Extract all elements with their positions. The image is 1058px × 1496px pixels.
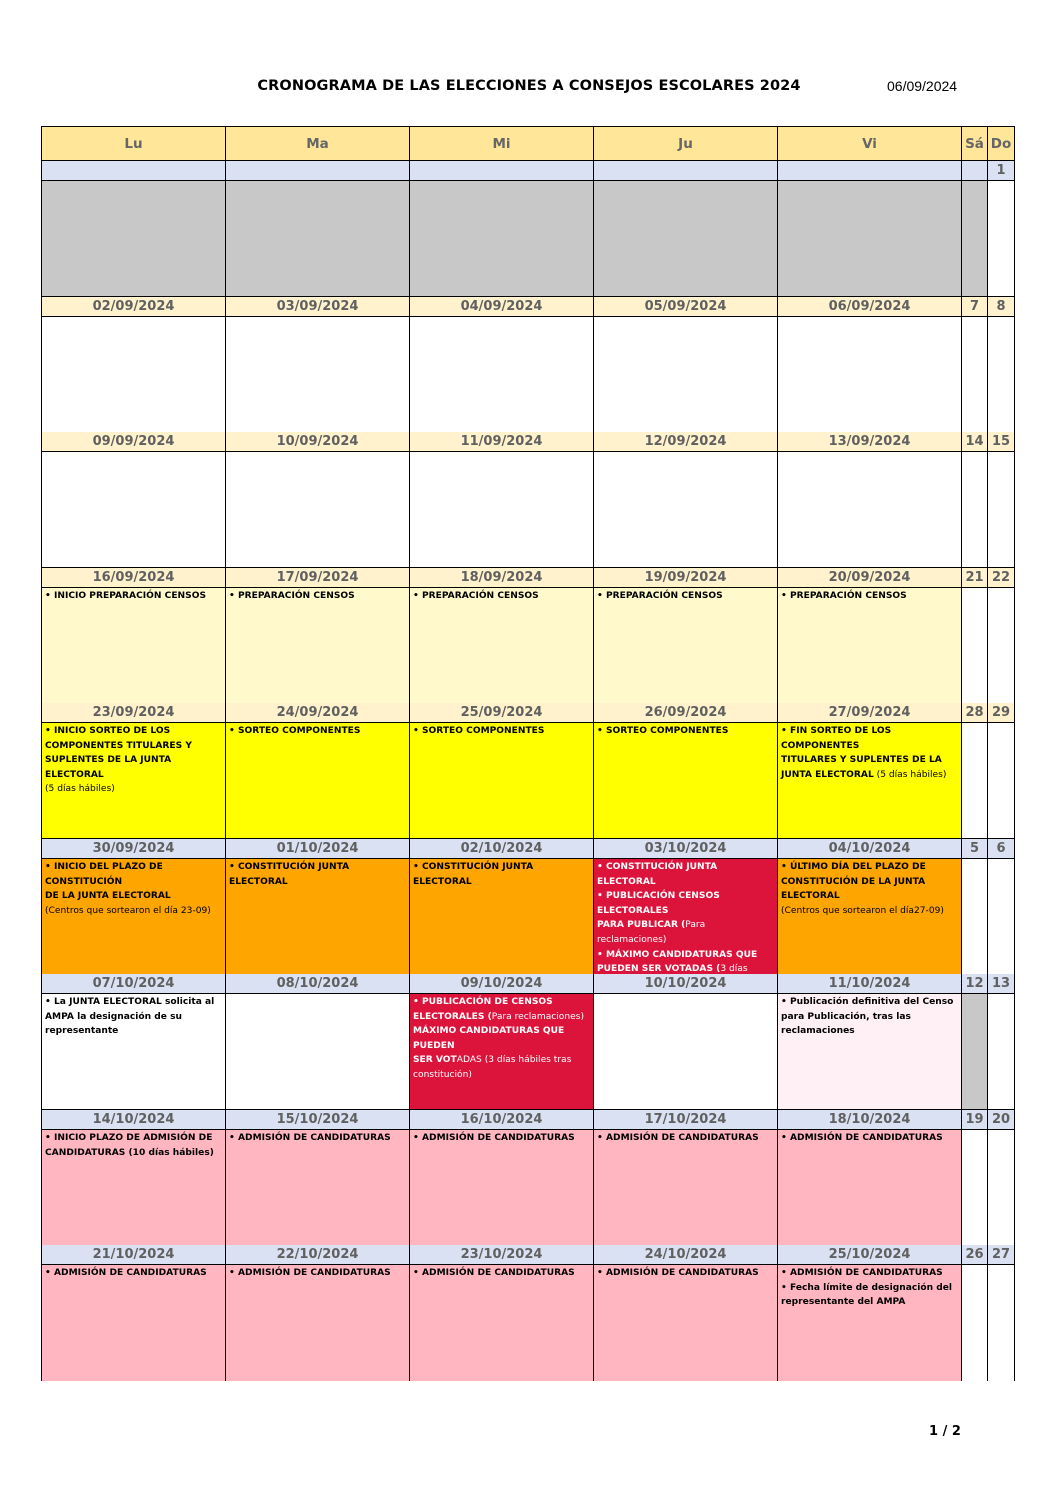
day-cell[interactable] (962, 588, 988, 704)
day-cell[interactable] (778, 723, 962, 839)
date-header: 30/09/2024 (42, 839, 226, 859)
event-entry (229, 1266, 407, 1281)
event-note: (5 días hábiles) (873, 769, 947, 780)
event-entry (781, 589, 959, 604)
day-cell[interactable] (42, 588, 226, 704)
day-cell[interactable] (594, 994, 778, 1110)
day-cell[interactable] (226, 994, 410, 1110)
date-header: 7 (962, 297, 988, 317)
date-header: 16/09/2024 (42, 568, 226, 588)
event-text: • PREPARACIÓN CENSOS (781, 591, 907, 601)
page-title: CRONOGRAMA DE LAS ELECCIONES A CONSEJOS ESCOLARES 2024 (257, 78, 801, 94)
event-text: • PREPARACIÓN CENSOS (413, 591, 539, 601)
date-header (410, 161, 594, 181)
day-cell[interactable] (594, 452, 778, 568)
event-text: • MÁXIMO CANDIDATURAS QUE PUEDEN SER VOTADAS ( (597, 949, 758, 975)
day-cell[interactable] (778, 317, 962, 433)
date-header: 02/10/2024 (410, 839, 594, 859)
date-header: 14/10/2024 (42, 1110, 226, 1130)
event-entry (597, 589, 775, 604)
date-header: 15/10/2024 (226, 1110, 410, 1130)
event-text: (Centros que sortearon el día 23-09) (45, 905, 211, 916)
day-cell[interactable] (410, 723, 594, 839)
day-cell[interactable] (226, 1130, 410, 1246)
event-text: • ADMISIÓN DE CANDIDATURAS (781, 1133, 943, 1143)
day-cell[interactable] (410, 1265, 594, 1381)
event-text: • CONSTITUCIÓN JUNTA ELECTORAL (413, 862, 534, 887)
day-cell[interactable] (988, 1130, 1014, 1246)
day-cell[interactable] (594, 1130, 778, 1246)
date-header: 17/09/2024 (226, 568, 410, 588)
date-header: 09/10/2024 (410, 974, 594, 994)
day-cell[interactable] (962, 723, 988, 839)
weekday-header: Do (988, 127, 1014, 161)
date-header: 04/10/2024 (778, 839, 962, 859)
date-header (594, 161, 778, 181)
day-cell[interactable] (410, 317, 594, 433)
event-text: • ÚLTIMO DÍA DEL PLAZO DE CONSTITUCIÓN DE LA JUNTA ELECTORAL (781, 862, 926, 902)
day-cell[interactable] (410, 452, 594, 568)
day-cell[interactable] (410, 181, 594, 297)
date-header: 12 (962, 974, 988, 994)
event-entry (413, 860, 591, 889)
day-cell[interactable] (226, 181, 410, 297)
weekday-header: Ju (594, 127, 778, 161)
event-note: Para reclamaciones) (597, 920, 706, 945)
event-entry (781, 1131, 959, 1146)
weekday-header: Vi (778, 127, 962, 161)
day-cell[interactable] (594, 1265, 778, 1381)
day-cell[interactable] (962, 181, 988, 297)
event-entry (229, 1131, 407, 1146)
event-entry (45, 1131, 223, 1160)
event-entry (597, 889, 775, 947)
date-header: 21/10/2024 (42, 1245, 226, 1265)
event-entry (413, 724, 591, 739)
date-header: 10/09/2024 (226, 432, 410, 452)
day-cell[interactable] (988, 317, 1014, 433)
day-cell[interactable] (226, 452, 410, 568)
date-header: 17/10/2024 (594, 1110, 778, 1130)
day-cell[interactable] (226, 859, 410, 975)
day-cell[interactable] (988, 859, 1014, 975)
date-header: 04/09/2024 (410, 297, 594, 317)
day-cell[interactable] (778, 588, 962, 704)
day-cell[interactable] (962, 317, 988, 433)
event-entry (45, 1266, 223, 1281)
day-cell[interactable] (410, 994, 594, 1110)
date-header: 8 (988, 297, 1014, 317)
date-header: 1 (988, 161, 1014, 181)
date-header: 12/09/2024 (594, 432, 778, 452)
event-entry (229, 860, 407, 889)
date-header: 23/09/2024 (42, 703, 226, 723)
date-header: 19/09/2024 (594, 568, 778, 588)
event-text: • SORTEO COMPONENTES (597, 726, 729, 736)
date-header: 5 (962, 839, 988, 859)
day-cell[interactable] (778, 452, 962, 568)
date-header: 03/09/2024 (226, 297, 410, 317)
calendar-grid (41, 126, 1015, 1381)
event-entry (781, 995, 959, 1039)
day-cell[interactable] (962, 1130, 988, 1246)
event-text: • CONSTITUCIÓN JUNTA ELECTORAL (229, 862, 350, 887)
day-cell[interactable] (988, 723, 1014, 839)
date-header: 28 (962, 703, 988, 723)
day-cell[interactable] (594, 181, 778, 297)
event-entry (229, 589, 407, 604)
date-header: 15 (988, 432, 1014, 452)
date-header: 09/09/2024 (42, 432, 226, 452)
day-cell[interactable] (962, 859, 988, 975)
event-text: • ADMISIÓN DE CANDIDATURAS (413, 1268, 575, 1278)
date-header: 01/10/2024 (226, 839, 410, 859)
date-header (226, 161, 410, 181)
day-cell[interactable] (778, 1130, 962, 1246)
event-entry (413, 1266, 591, 1281)
day-cell[interactable] (42, 859, 226, 975)
event-entry (781, 1281, 959, 1310)
day-cell[interactable] (962, 452, 988, 568)
event-entry (45, 782, 223, 797)
date-header: 16/10/2024 (410, 1110, 594, 1130)
day-cell[interactable] (988, 181, 1014, 297)
event-entry (781, 904, 959, 919)
event-text: (5 días hábiles) (45, 784, 115, 795)
day-cell[interactable] (42, 994, 226, 1110)
event-entry (597, 724, 775, 739)
event-entry (45, 995, 223, 1039)
day-cell[interactable] (962, 994, 988, 1110)
day-cell[interactable] (778, 859, 962, 975)
day-cell[interactable] (42, 723, 226, 839)
date-header: 03/10/2024 (594, 839, 778, 859)
date-header: 24/10/2024 (594, 1245, 778, 1265)
day-cell[interactable] (42, 1265, 226, 1381)
date-header: 18/10/2024 (778, 1110, 962, 1130)
date-header: 20/09/2024 (778, 568, 962, 588)
event-text: • INICIO PREPARACIÓN CENSOS (45, 591, 206, 601)
date-header (42, 161, 226, 181)
event-text: • INICIO PLAZO DE ADMISIÓN DE CANDIDATURAS (10 días hábiles) (45, 1133, 214, 1158)
date-header: 13/09/2024 (778, 432, 962, 452)
event-note: 3 días (720, 964, 748, 975)
date-header: 26/09/2024 (594, 703, 778, 723)
day-cell[interactable] (988, 1265, 1014, 1381)
event-entry (413, 995, 591, 1024)
date-header: 07/10/2024 (42, 974, 226, 994)
event-text: • Publicación definitiva del Censo para Publicación, tras las reclamaciones (781, 997, 954, 1037)
date-header (778, 161, 962, 181)
event-entry (45, 589, 223, 604)
event-note: Para reclamaciones) (491, 1011, 584, 1022)
date-header: 08/10/2024 (226, 974, 410, 994)
date-header (962, 161, 988, 181)
event-entry (413, 589, 591, 604)
event-text: • ADMISIÓN DE CANDIDATURAS (229, 1133, 391, 1143)
day-cell[interactable] (962, 1265, 988, 1381)
date-header: 14 (962, 432, 988, 452)
event-text: • ADMISIÓN DE CANDIDATURAS (597, 1133, 759, 1143)
date-header: 02/09/2024 (42, 297, 226, 317)
event-text: • ADMISIÓN DE CANDIDATURAS (229, 1268, 391, 1278)
event-entry (45, 724, 223, 782)
event-text: • La JUNTA ELECTORAL solicita al AMPA la designación de su representante (45, 997, 215, 1037)
day-cell[interactable] (42, 317, 226, 433)
event-entry (597, 1266, 775, 1281)
weekday-header: Sá (962, 127, 988, 161)
day-cell[interactable] (594, 317, 778, 433)
print-date: 06/09/2024 (887, 78, 958, 94)
event-text: • ADMISIÓN DE CANDIDATURAS (45, 1268, 207, 1278)
page-number: 1 / 2 (929, 1424, 961, 1439)
weekday-header: Ma (226, 127, 410, 161)
day-cell[interactable] (988, 452, 1014, 568)
date-header: 29 (988, 703, 1014, 723)
event-entry (229, 724, 407, 739)
event-text: • CONSTITUCIÓN JUNTA ELECTORAL (597, 862, 718, 887)
day-cell[interactable] (594, 588, 778, 704)
day-cell[interactable] (410, 588, 594, 704)
event-text: • PUBLICACIÓN DE CENSOS ELECTORALES ( (413, 997, 553, 1022)
event-entry (413, 1024, 591, 1082)
day-cell[interactable] (226, 317, 410, 433)
day-cell[interactable] (42, 452, 226, 568)
day-cell[interactable] (410, 859, 594, 975)
event-text: • PUBLICACIÓN CENSOS ELECTORALES PARA PUBLICAR ( (597, 891, 720, 931)
day-cell[interactable] (778, 1265, 962, 1381)
event-text: • ADMISIÓN DE CANDIDATURAS (413, 1133, 575, 1143)
date-header: 18/09/2024 (410, 568, 594, 588)
date-header: 13 (988, 974, 1014, 994)
date-header: 24/09/2024 (226, 703, 410, 723)
date-header: 25/09/2024 (410, 703, 594, 723)
date-header: 27 (988, 1245, 1014, 1265)
day-cell[interactable] (778, 994, 962, 1110)
date-header: 23/10/2024 (410, 1245, 594, 1265)
event-text: • PREPARACIÓN CENSOS (229, 591, 355, 601)
event-text: • Fecha límite de designación del representante del AMPA (781, 1282, 953, 1308)
event-entry (413, 1131, 591, 1146)
event-entry (781, 860, 959, 904)
event-entry (45, 904, 223, 919)
event-text: • PREPARACIÓN CENSOS (597, 591, 723, 601)
event-text: MÁXIMO CANDIDATURAS QUE PUEDEN SER VOT (413, 1026, 565, 1066)
date-header: 06/09/2024 (778, 297, 962, 317)
date-header: 22 (988, 568, 1014, 588)
event-entry (597, 860, 775, 889)
event-entry (45, 860, 223, 904)
date-header: 22/10/2024 (226, 1245, 410, 1265)
date-header: 6 (988, 839, 1014, 859)
day-cell[interactable] (226, 1265, 410, 1381)
day-cell[interactable] (988, 994, 1014, 1110)
date-header: 20 (988, 1110, 1014, 1130)
day-cell[interactable] (594, 859, 778, 975)
event-text: (Centros que sortearon el día27-09) (781, 905, 944, 916)
event-text: • INICIO DEL PLAZO DE CONSTITUCIÓN DE LA JUNTA ELECTORAL (45, 862, 171, 902)
day-cell[interactable] (42, 181, 226, 297)
day-cell[interactable] (410, 1130, 594, 1246)
date-header: 25/10/2024 (778, 1245, 962, 1265)
date-header: 26 (962, 1245, 988, 1265)
date-header: 21 (962, 568, 988, 588)
weekday-header: Lu (42, 127, 226, 161)
date-header: 11/09/2024 (410, 432, 594, 452)
date-header: 19 (962, 1110, 988, 1130)
event-text: • SORTEO COMPONENTES (413, 726, 545, 736)
date-header: 05/09/2024 (594, 297, 778, 317)
event-text: • SORTEO COMPONENTES (229, 726, 361, 736)
event-text: • FIN SORTEO DE LOS COMPONENTES TITULARES Y SUPLENTES DE LA JUNTA ELECTORAL (781, 726, 942, 780)
weekday-header: Mi (410, 127, 594, 161)
event-entry (781, 1266, 959, 1281)
event-entry (781, 724, 959, 782)
event-text: • ADMISIÓN DE CANDIDATURAS (597, 1268, 759, 1278)
day-cell[interactable] (226, 723, 410, 839)
event-entry (597, 1131, 775, 1146)
day-cell[interactable] (226, 588, 410, 704)
date-header: 27/09/2024 (778, 703, 962, 723)
event-note: ADAS (3 días hábiles tras constitución) (413, 1055, 572, 1080)
event-text: • INICIO SORTEO DE LOS COMPONENTES TITULARES Y SUPLENTES DE LA JUNTA ELECTORAL (45, 726, 192, 780)
day-cell[interactable] (594, 723, 778, 839)
date-header: 11/10/2024 (778, 974, 962, 994)
date-header: 10/10/2024 (594, 974, 778, 994)
event-text: • ADMISIÓN DE CANDIDATURAS (781, 1268, 943, 1278)
day-cell[interactable] (42, 1130, 226, 1246)
day-cell[interactable] (988, 588, 1014, 704)
day-cell[interactable] (778, 181, 962, 297)
